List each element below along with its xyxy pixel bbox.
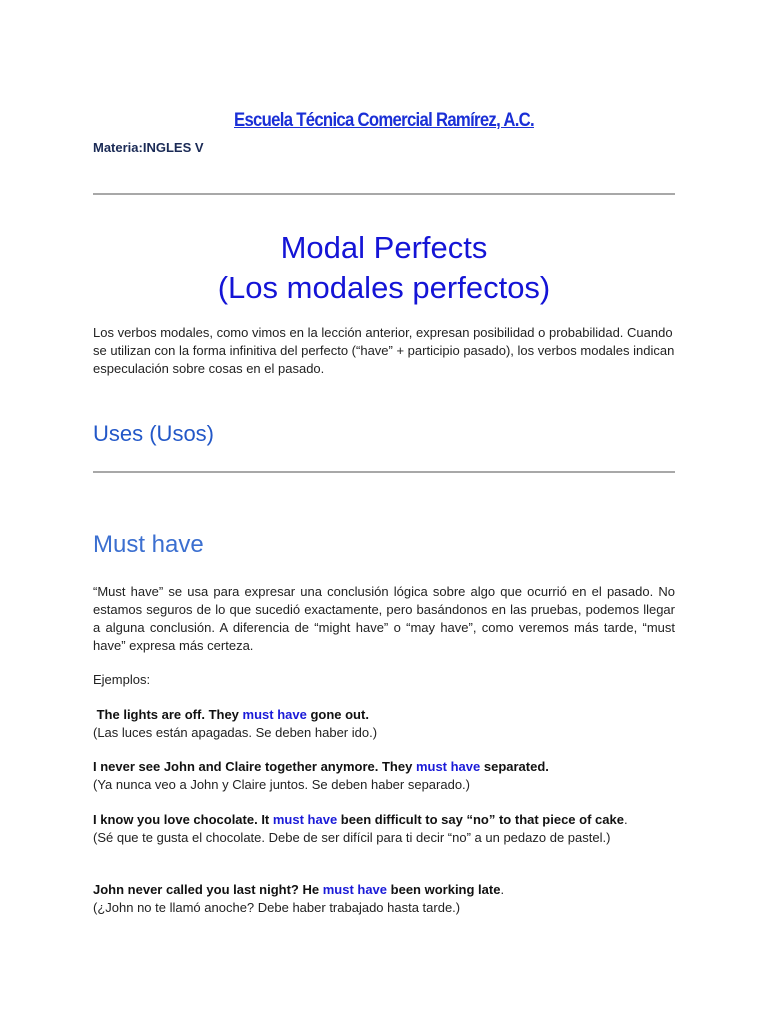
example-text: been difficult to say “no” to that piece of cake — [337, 812, 624, 827]
example-item — [93, 758, 675, 794]
example-item — [93, 706, 675, 742]
modal-highlight: must have — [322, 882, 388, 897]
examples-label: Ejemplos: — [93, 672, 151, 687]
divider — [93, 193, 675, 195]
page-title — [93, 228, 675, 308]
example-text: separated. — [480, 759, 549, 774]
divider — [93, 471, 675, 473]
example-text: The lights are off. They — [93, 707, 243, 722]
example-item — [93, 811, 675, 847]
modal-highlight: must have — [242, 707, 307, 722]
example-translation: (Las luces están apagadas. Se deben haber ido.) — [93, 725, 378, 740]
must-have-description: “Must have” se usa para expresar una conclusión lógica sobre algo que ocurrió en el pasado. No estamos seguros de lo que sucedió exactamente, pero basándonos en las pruebas, podemos llegar a alguna conclusión. A diferencia de “might have” o “may have”, como veremos más tarde, “must have” expresa más certeza. — [93, 584, 675, 653]
example-translation: (Ya nunca veo a John y Claire juntos. Se deben haber separado.) — [93, 777, 470, 792]
example-translation: (Sé que te gusta el chocolate. Debe de ser difícil para ti decir “no” a un pedazo de pastel.) — [93, 830, 611, 845]
example-english — [93, 706, 675, 724]
example-text: been working late — [387, 882, 501, 897]
title-line-1: Modal Perfects — [280, 230, 488, 265]
example-item — [93, 881, 675, 917]
must-have-heading: Must have — [93, 531, 204, 558]
modal-highlight: must have — [415, 759, 481, 774]
example-text: I never see John and Claire together anymore. They — [93, 759, 416, 774]
example-translation: (¿John no te llamó anoche? Debe haber trabajado hasta tarde.) — [93, 900, 461, 915]
title-line-2: (Los modales perfectos) — [217, 270, 551, 305]
intro-paragraph: Los verbos modales, como vimos en la lección anterior, expresan posibilidad o probabilidad. Cuando se utilizan con la forma infinitiva del perfecto (“have” + participio pasado), los verbos modales indican especulación sobre cosas en el pasado. — [93, 325, 675, 376]
modal-highlight: must have — [272, 812, 338, 827]
subject-label: Materia:INGLES V — [93, 140, 204, 155]
uses-heading: Uses (Usos) — [93, 421, 215, 446]
example-english — [93, 758, 675, 776]
example-text: John never called you last night? He — [93, 882, 323, 897]
example-text: gone out. — [306, 707, 369, 722]
example-english — [93, 881, 675, 899]
example-trail: . — [623, 812, 628, 827]
school-name: Escuela Técnica Comercial Ramírez, A.C. — [234, 110, 534, 131]
example-text: I know you love chocolate. It — [93, 812, 273, 827]
example-english — [93, 811, 675, 829]
example-trail: . — [500, 882, 505, 897]
